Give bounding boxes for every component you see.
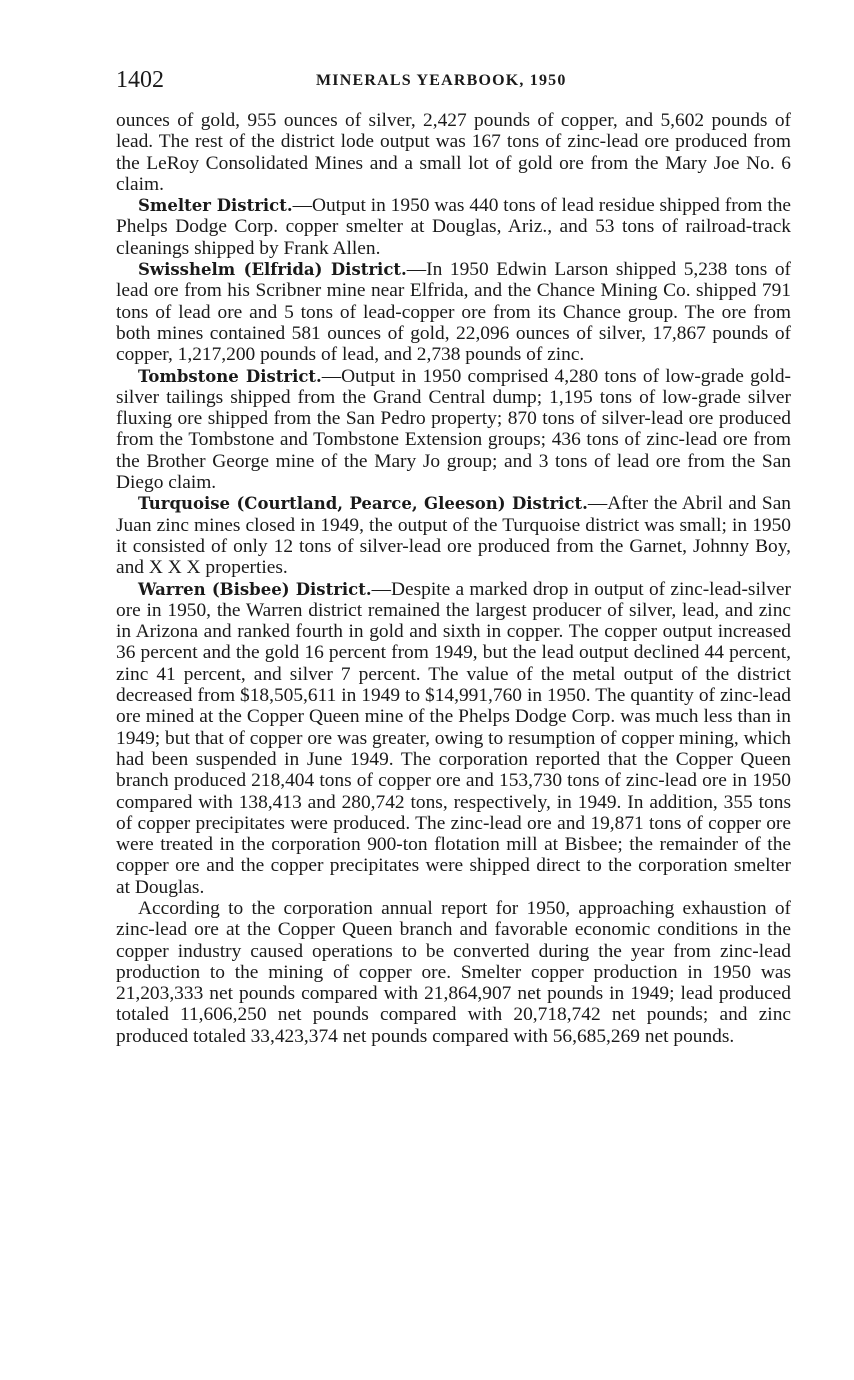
running-head [116,66,791,96]
paragraph-text: According to the corporation annual report for 1950, approaching exhaustion of zinc-lead ore at the Copper Queen branch and favorable economic conditions in the copper industry caused operations to be converted during the year from zinc-lead production to the mining of copper ore. Smelter copper production in 1950 was 21,203,333 net pounds compared with 21,864,907 net pounds in 1949; lead produced totaled 11,606,250 net pounds compared with 20,718,742 net pounds; and zinc produced totaled 33,423,374 net pounds compared with 56,685,269 net pounds. [116,897,791,1047]
district-heading: Tombstone District. [138,366,322,386]
paragraph-text: —Output in 1950 was 440 tons of lead residue shipped from the Phelps Dodge Corp. copper smelter at Douglas, Ariz., and 53 tons of railroad-track cleanings shipped by Frank Allen. [116,195,792,259]
paragraph-swisshelm-district [116,259,791,365]
paragraph-text: —Output in 1950 comprised 4,280 tons of low-grade gold-silver tailings shipped from the Grand Central dump; 1,195 tons of low-grade silver fluxing ore shipped from the San Pedro property; 870 tons of silver-lead ore produced from the Tombstone and Tombstone Extension groups; 436 tons of zinc-lead ore from the Brother George mine of the Mary Jo group; and 3 tons of lead ore from the San Diego claim. [116,365,792,494]
running-title: MINERALS YEARBOOK, 1950 [316,72,567,89]
paragraph-warren-district [116,579,791,898]
body-text [116,110,791,1047]
paragraph-annual-report [116,898,791,1047]
page-number: 1402 [116,67,164,93]
paragraph-continuation [116,110,791,195]
district-heading: Turquoise (Courtland, Pearce, Gleeson) District. [138,494,588,514]
paragraph-text: —Despite a marked drop in output of zinc-lead-silver ore in 1950, the Warren district remained the largest producer of silver, lead, and zinc in Arizona and ranked fourth in gold and sixth in copper. The copper output increased 36 percent and the gold 16 percent from 1949, but the lead output declined 44 percent, zinc 41 percent, and silver 7 percent. The value of the metal output of the district decreased from $18,505,611 in 1949 to $14,991,760 in 1950. The quantity of zinc-lead ore mined at the Copper Queen mine of the Phelps Dodge Corp. was much less than in 1949; but that of copper ore was greater, owing to resumption of copper mining, which had been suspended in June 1949. The corporation reported that the Copper Queen branch produced 218,404 tons of copper ore and 153,730 tons of zinc-lead ore in 1950 compared with 138,413 and 280,742 tons, respectively, in 1949. In addition, 355 tons of copper precipitates were produced. The zinc-lead ore and 19,871 tons of copper ore were treated in the corporation 900-ton flotation mill at Bisbee; the remainder of the copper ore and the copper precipitates were shipped direct to the corporation smelter at Douglas. [116,578,791,898]
paragraph-text: —In 1950 Edwin Larson shipped 5,238 tons of lead ore from his Scribner mine near Elfrida, and the Chance Mining Co. shipped 791 tons of lead ore and 5 tons of lead-copper ore from its Chance group. The ore from both mines contained 581 ounces of gold, 22,096 ounces of silver, 17,867 pounds of copper, 1,217,200 pounds of lead, and 2,738 pounds of zinc. [116,259,791,366]
district-heading: Warren (Bisbee) District. [138,579,372,599]
paragraph-smelter-district [116,195,791,259]
paragraph-text: ounces of gold, 955 ounces of silver, 2,427 pounds of copper, and 5,602 pounds of lead. The rest of the district lode output was 167 tons of zinc-lead ore produced from the LeRoy Consolidated Mines and a small lot of gold ore from the Mary Joe No. 6 claim. [116,110,791,195]
document-page [116,66,791,1047]
paragraph-tombstone-district [116,366,791,494]
paragraph-turquoise-district [116,493,791,578]
paragraph-text: —After the Abril and San Juan zinc mines closed in 1949, the output of the Turquoise district was small; in 1950 it consisted of only 12 tons of silver-lead ore produced from the Garnet, Johnny Boy, and X X X properties. [116,493,792,579]
district-heading: Swisshelm (Elfrida) District. [138,260,407,280]
district-heading: Smelter District. [138,196,293,216]
